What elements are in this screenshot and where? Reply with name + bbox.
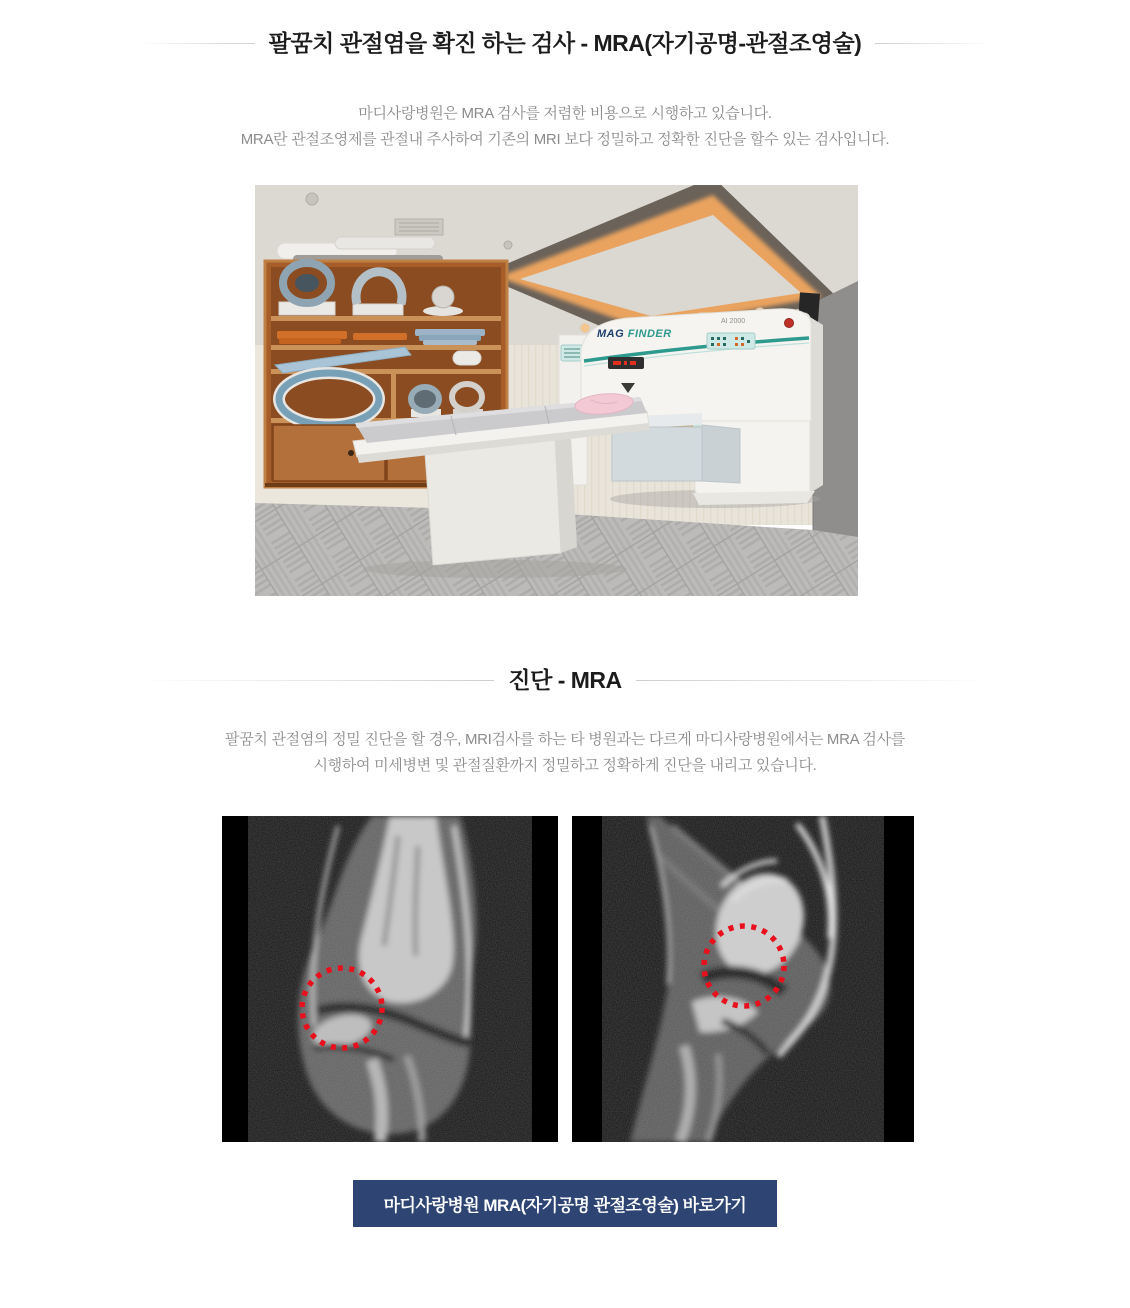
mra-scan-sagittal — [572, 816, 914, 1142]
diagnosis-line-2: 시행하여 미세병변 및 관절질환까지 정밀하고 정확하게 진단을 내리고 있습니다. — [313, 757, 817, 774]
divider-line — [875, 43, 991, 44]
mra-scan-sagittal-image — [572, 816, 914, 1142]
intro-paragraph — [0, 101, 1130, 153]
mra-link-button[interactable]: 마디사랑병원 MRA(자기공명 관절조영술) 바로가기 — [353, 1180, 777, 1227]
page-title: 팔꿈치 관절염을 확진 하는 검사 - MRA(자기공명-관절조영술) — [268, 30, 862, 56]
diagnosis-line-1: 팔꿈치 관절염의 정밀 진단을 할 경우, MRI검사를 하는 타 병원과는 다르게 마디사랑병원에서는 MRA 검사를 — [225, 731, 905, 748]
page-title-row — [139, 30, 991, 56]
machine-model-label: AI 2000 — [721, 318, 746, 325]
divider-line — [636, 680, 991, 681]
diagnosis-paragraph — [0, 727, 1130, 779]
mri-room-illustration — [255, 185, 858, 596]
mra-scan-coronal-image — [222, 816, 558, 1142]
intro-line-1: 마디사랑병원은 MRA 검사를 저렴한 비용으로 시행하고 있습니다. — [358, 105, 772, 122]
machine-brand-mag: MAG — [597, 328, 625, 340]
divider-line — [139, 680, 494, 681]
mra-scan-coronal — [222, 816, 558, 1142]
machine-brand-finder: FINDER — [627, 328, 672, 340]
divider-line — [139, 43, 255, 44]
diagnosis-heading-row — [139, 667, 991, 693]
diagnosis-heading: 진단 - MRA — [508, 667, 622, 693]
intro-line-2: MRA란 관절조영제를 관절내 주사하여 기존의 MRI 보다 정밀하고 정확한 진단을 할수 있는 검사입니다. — [240, 131, 890, 148]
mri-room-photo — [255, 185, 858, 596]
svg-text:MAG FINDER — [597, 328, 672, 340]
